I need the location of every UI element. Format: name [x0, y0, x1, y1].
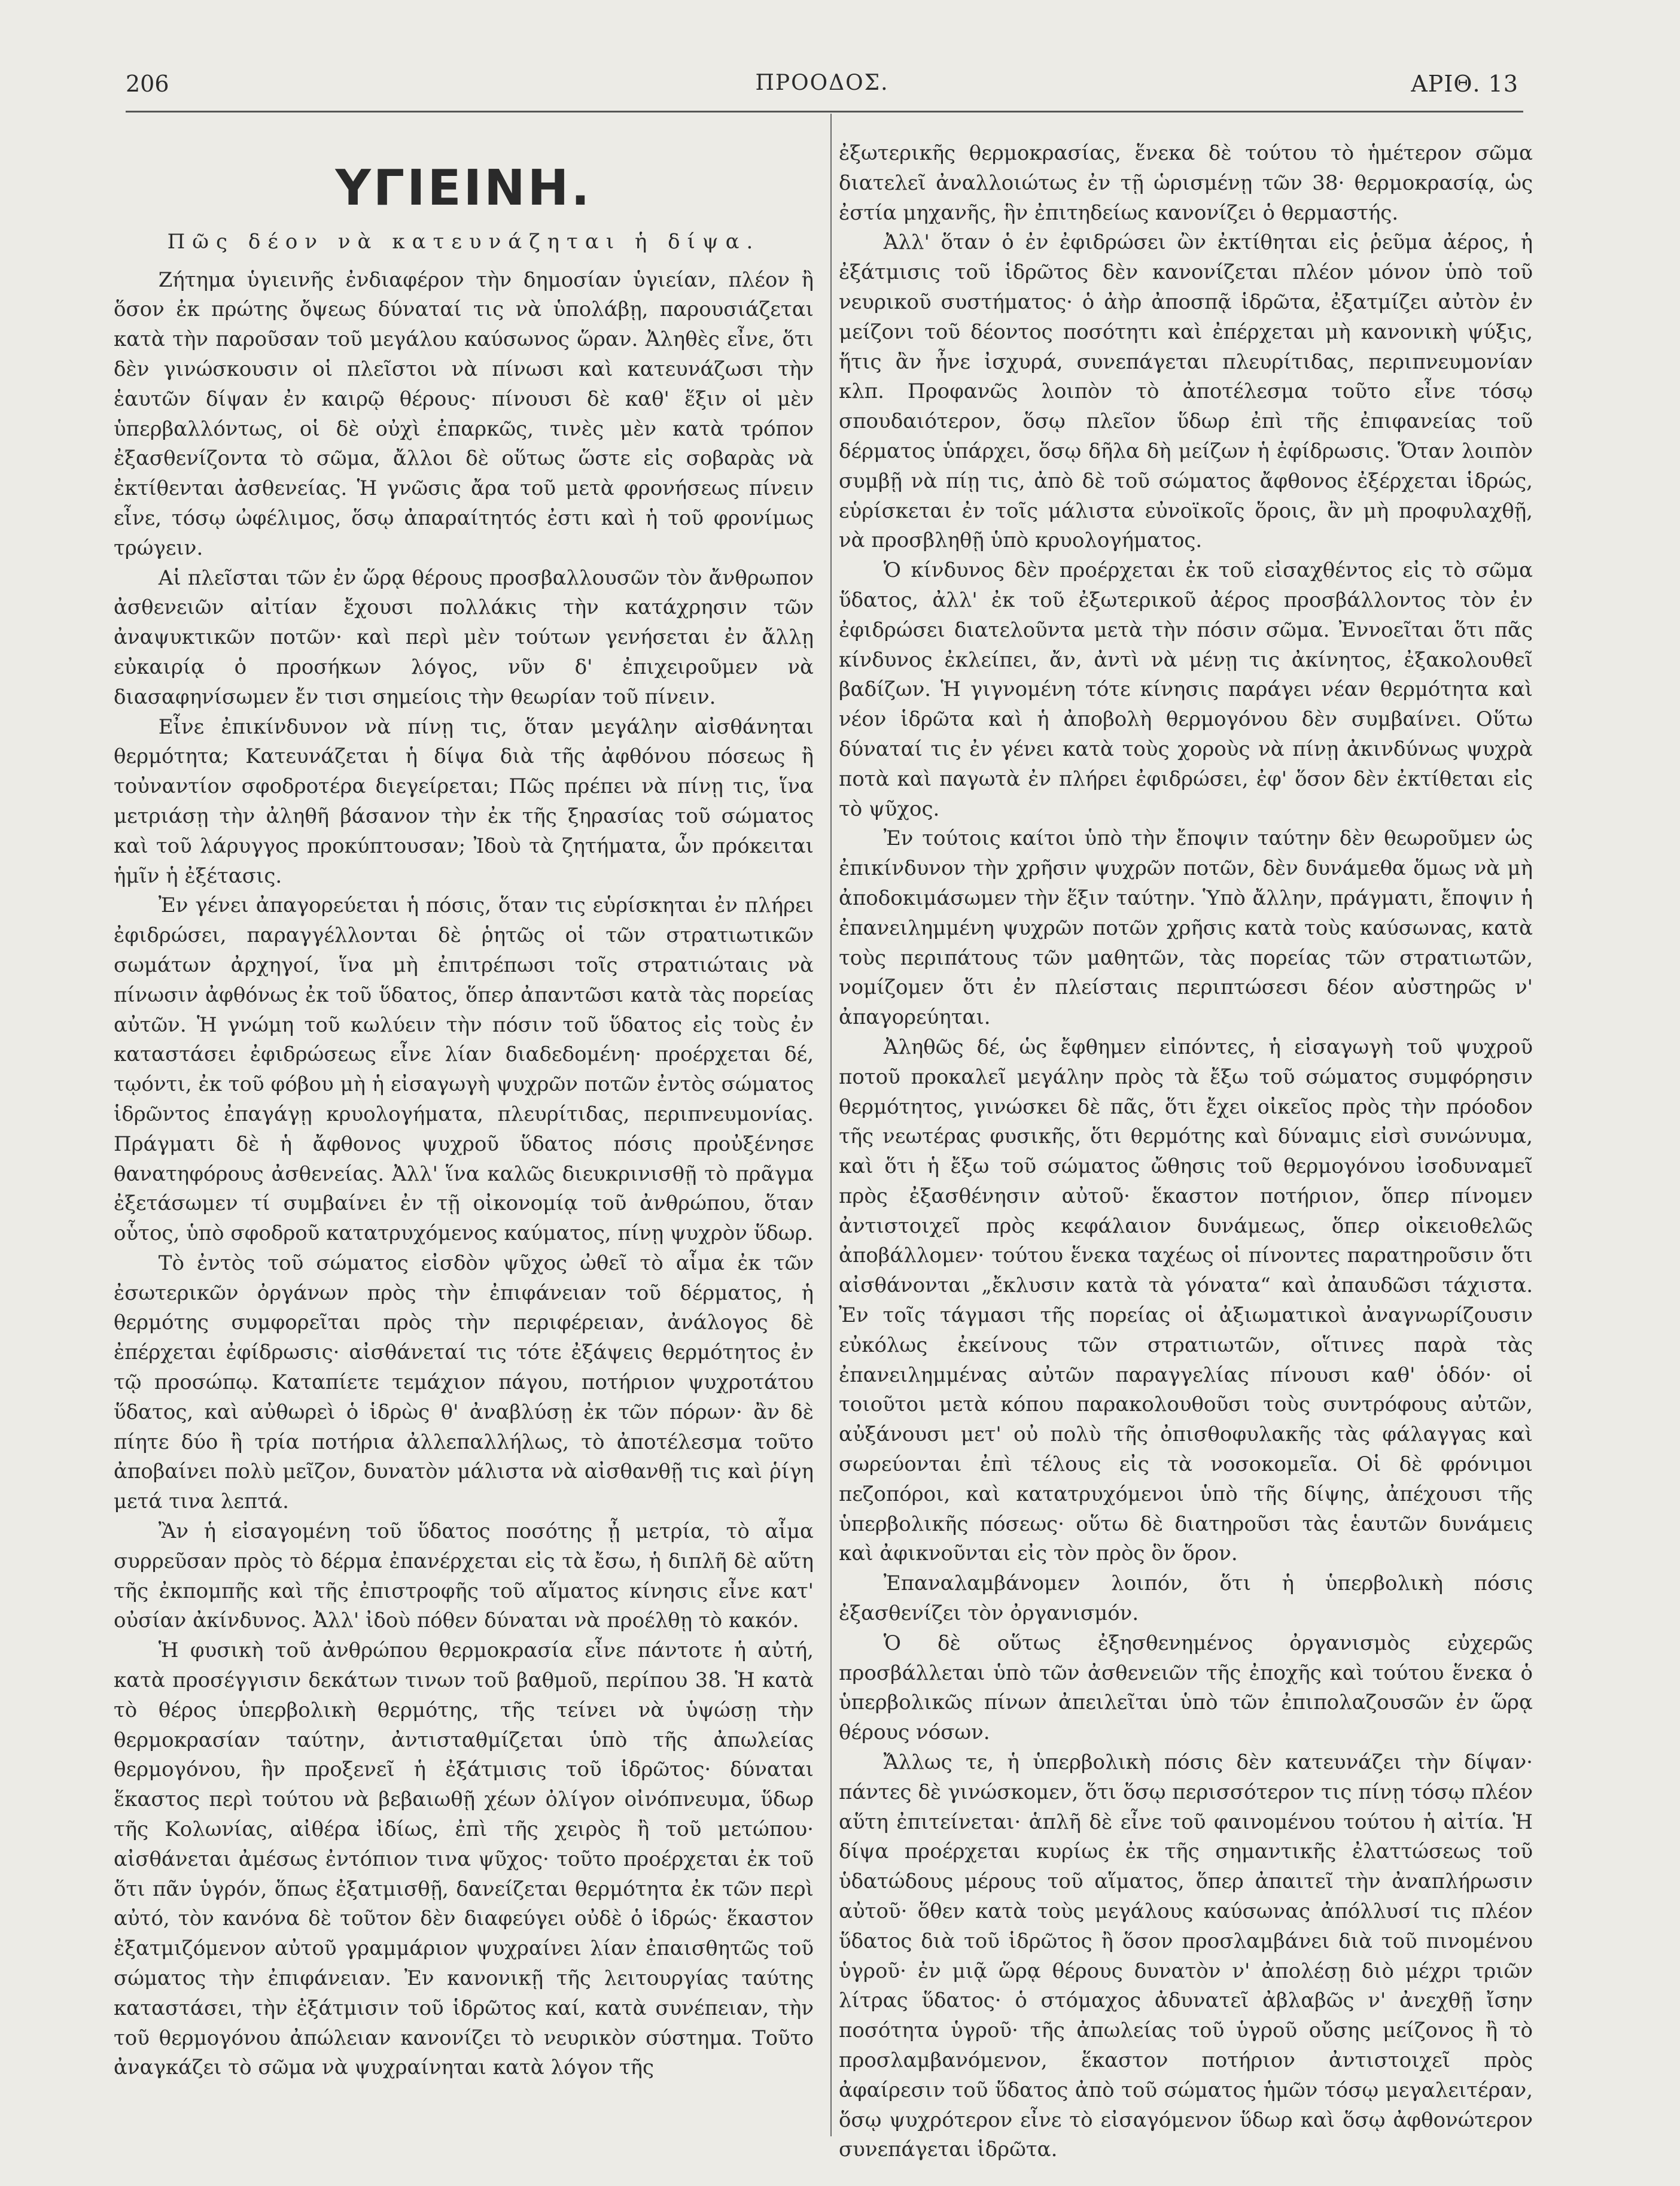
- paragraph-continued: ἐξωτερικῆς θερμοκρασίας, ἕνεκα δὲ τούτου τὸ ἡμέτερον σῶμα διατελεῖ ἀναλλοιώτως ἐν τῇ ὡρισμένῃ τῶν 38· θερμοκρασίᾳ, ὡς ἐστία μηχανῆς, ἣν ἐπιτηδείως κανονίζει ὁ θερμαστής.: [839, 141, 1533, 225]
- paragraph: Ἀλλ' ὅταν ὁ ἐν ἐφιδρώσει ὢν ἐκτίθηται εἰς ῥεῦμα ἀέρος, ἡ ἐξάτμισις τοῦ ἱδρῶτος δὲν κανονίζεται πλέον μόνον ὑπὸ τοῦ νευρικοῦ συστήματος· ὁ ἀὴρ ἀποσπᾷ ἱδρῶτα, ἐξατμίζει αὐτὸν ἐν μείζονι τοῦ δέοντος ποσότητι καὶ ἐπέρχεται μὴ κανονικὴ ψύξις, ἥτις ἂν ἦνε ἰσχυρά, συνεπάγεται πλευρίτιδας, περιπνευμονίαν κλπ. Προφανῶς λοιπὸν τὸ ἀποτέλεσμα τοῦτο εἶνε τόσῳ σπουδαιότερον, ὅσῳ πλεῖον ὕδωρ ἐπὶ τῆς ἐπιφανείας τοῦ δέρματος ὑπάρχει, ὅσῳ δῆλα δὴ μείζων ἡ ἐφίδρωσις. Ὅταν λοιπὸν συμβῇ νὰ πίῃ τις, ἀπὸ δὲ τοῦ σώματος ἄφθονος ἐξέρχεται ἱδρώς, εὑρίσκεται ἐν τοῖς μάλιστα εὐνοϊκοῖς ὅροις, ἂν μὴ προφυλαχθῇ, νὰ προσβληθῇ ὑπὸ κρυολογήματος.: [839, 230, 1533, 553]
- page-number: 206: [126, 71, 169, 97]
- paragraph: Ἀληθῶς δέ, ὡς ἔφθημεν εἰπόντες, ἡ εἰσαγωγὴ τοῦ ψυχροῦ ποτοῦ προκαλεῖ μεγάλην πρὸς τὰ ἔξω τοῦ σώματος συμφόρησιν θερμότητος, γινώσκει δὲ πᾶς, ὅτι ἔχει οἰκεῖος πρὸς τὴν πρόοδον τῆς νεωτέρας φυσικῆς, ὅτι θερμότης καὶ δύναμις εἰσὶ συνώνυμα, καὶ ὅτι ἡ ἔξω τοῦ σώματος ὤθησις τοῦ θερμογόνου ἰσοδυναμεῖ πρὸς ἐξασθένησιν αὐτοῦ· ἕκαστον ποτήριον, ὅπερ πίνομεν ἀντιστοιχεῖ πρὸς κεφάλαιον δυνάμεως, ὅπερ οἰκειοθελῶς ἀποβάλλομεν· τούτου ἕνεκα ταχέως οἱ πίνοντες παρατηροῦσιν ὅτι αἰσθάνονται „ἔκλυσιν κατὰ τὰ γόνατα“ καὶ ἀπαυδῶσι τάχιστα. Ἐν τοῖς τάγμασι τῆς πορείας οἱ ἀξιωματικοὶ ἀναγνωρίζουσιν εὐκόλως ἐκείνους τῶν στρατιωτῶν, οἵτινες παρὰ τὰς ἐπανειλημμένας αὐτῶν παραγγελίας πίνουσι καθ' ὁδόν· οἱ τοιοῦτοι μετὰ κόπου παρακολουθοῦσι τοὺς συντρόφους αὐτῶν, αὐξάνουσι μετ' οὐ πολὺ τῆς ὀπισθοφυλακῆς τὰς φάλαγγας καὶ σωρεύονται ἐπὶ τέλους εἰς τὰ νοσοκομεῖα. Οἱ δὲ φρόνιμοι πεζοπόροι, καὶ κατατρυχόμενοι ὑπὸ τῆς δίψης, ἀπέχουσι τῆς ὑπερβολικῆς πόσεως· οὕτω δὲ διατηροῦσι τὰς ἑαυτῶν δυνάμεις καὶ ἀφικνοῦνται εἰς τὸν πρὸς ὃν ὅρον.: [839, 1035, 1533, 1566]
- issue-number: ΑΡΙΘ. 13: [1411, 71, 1518, 97]
- paragraph: Ἄλλως τε, ἡ ὑπερβολικὴ πόσις δὲν κατευνάζει τὴν δίψαν· πάντες δὲ γινώσκομεν, ὅτι ὅσῳ περισσότερον τις πίνῃ τόσῳ πλέον αὕτη ἐπιτείνεται· ἁπλῆ δὲ εἶνε τοῦ φαινομένου τούτου ἡ αἰτία. Ἡ δίψα προέρχεται κυρίως ἐκ τῆς σημαντικῆς ἐλαττώσεως τοῦ ὑδατώδους μέρους τοῦ αἵματος, ὅπερ ἀπαιτεῖ τὴν ἀναπλήρωσιν αὐτοῦ· ὅθεν κατὰ τοὺς μεγάλους καύσωνας ἀπόλλυσί τις πλέον ὕδατος διὰ τοῦ ἱδρῶτος ἢ ὅσον προσλαμβάνει διὰ τοῦ πινομένου ὑγροῦ· ἐν μιᾷ ὥρᾳ θέρους δυνατὸν ν' ἀπολέσῃ διὸ μέχρι τριῶν λίτρας ὕδατος· ὁ στόμαχος ἀδυνατεῖ ἀβλαβῶς ν' ἀνεχθῇ ἴσην ποσότητα ὑγροῦ· τῆς ἀπωλείας τοῦ ὑγροῦ οὔσης μείζονος ἢ τὸ προσλαμβανόμενον, ἕκαστον ποτήριον ἀντιστοιχεῖ πρὸς ἀφαίρεσιν τοῦ ὕδατος ἀπὸ τοῦ σώματος ἡμῶν τόσῳ μεγαλειτέραν, ὅσῳ ψυχρότερον εἶνε τὸ εἰσαγόμενον ὕδωρ καὶ ὅσῳ ἀφθονώτερον συνεπάγεται ἱδρῶτα.: [839, 1750, 1533, 2162]
- header-rule: [126, 111, 1523, 113]
- right-column: [839, 139, 1533, 2165]
- journal-title: ΠΡΟΟΔΟΣ.: [755, 71, 889, 95]
- paragraph: Ὁ κίνδυνος δὲν προέρχεται ἐκ τοῦ εἰσαχθέντος εἰς τὸ σῶμα ὕδατος, ἀλλ' ἐκ τοῦ ἐξωτερικοῦ ἀέρος προσβάλλοντος τὸν ἐν ἐφιδρώσει διατελοῦντα μετὰ τὴν πόσιν σῶμα. Ἐννοεῖται ὅτι πᾶς κίνδυνος ἐκλείπει, ἄν, ἀντὶ νὰ μένῃ τις ἀκίνητος, ἐξακολουθεῖ βαδίζων. Ἡ γιγνομένη τότε κίνησις παράγει νέαν θερμότητα καὶ νέον ἱδρῶτα καὶ ἡ ἀποβολὴ θερμογόνου δὲν συμβαίνει. Οὕτω δύναταί τις ἐν γένει κατὰ τοὺς χοροὺς νὰ πίνῃ ἀκινδύνως ψυχρὰ ποτὰ καὶ παγωτὰ ἐν πλήρει ἐφιδρώσει, ἐφ' ὅσον δὲν ἐκτίθεται εἰς τὸ ψῦχος.: [839, 558, 1533, 821]
- paragraph: Ἂν ἡ εἰσαγομένη τοῦ ὕδατος ποσότης ᾖ μετρία, τὸ αἷμα συρρεῦσαν πρὸς τὸ δέρμα ἐπανέρχεται εἰς τὰ ἔσω, ἡ διπλῆ δὲ αὕτη τῆς ἐκπομπῆς καὶ τῆς ἐπιστροφῆς τοῦ αἵματος κίνησις εἶνε κατ' οὐσίαν ἀκίνδυνος. Ἀλλ' ἰδοὺ πόθεν δύναται νὰ προέλθῃ τὸ κακόν.: [114, 1519, 814, 1633]
- paragraph: Ἐπαναλαμβάνομεν λοιπόν, ὅτι ἡ ὑπερβολικὴ πόσις ἐξασθενίζει τὸν ὀργανισμόν.: [839, 1571, 1533, 1626]
- paragraph: Ὁ δὲ οὕτως ἐξησθενημένος ὀργανισμὸς εὐχερῶς προσβάλλεται ὑπὸ τῶν ἀσθενειῶν τῆς ἐποχῆς καὶ τούτου ἕνεκα ὁ ὑπερβολικῶς πίνων ἀπειλεῖται ὑπὸ τῶν ἐπιπολαζουσῶν ἐν ὥρᾳ θέρους νόσων.: [839, 1631, 1533, 1745]
- paragraph: Ἐν τούτοις καίτοι ὑπὸ τὴν ἔποψιν ταύτην δὲν θεωροῦμεν ὡς ἐπικίνδυνον τὴν χρῆσιν ψυχρῶν ποτῶν, δὲν δυνάμεθα ὅμως νὰ μὴ ἀποδοκιμάσωμεν τὴν ἕξιν ταύτην. Ὑπὸ ἄλλην, πράγματι, ἔποψιν ἡ ἐπανειλημμένη ψυχρῶν ποτῶν χρῆσις κατὰ τοὺς καύσωνας, κατὰ τοὺς περιπάτους τῶν μαθητῶν, τὰς πορείας τῶν στρατιωτῶν, νομίζομεν ὅτι ἐν πλείσταις περιπτώσεσι δέον αὐστηρῶς ν' ἀπαγορεύηται.: [839, 826, 1533, 1030]
- paragraph: Ἡ φυσικὴ τοῦ ἀνθρώπου θερμοκρασία εἶνε πάντοτε ἡ αὐτή, κατὰ προσέγγισιν δεκάτων τινων τοῦ βαθμοῦ, περίπου 38. Ἡ κατὰ τὸ θέρος ὑπερβολικὴ θερμότης, τῆς τείνει νὰ ὑψώσῃ τὴν θερμοκρασίαν ταύτην, ἀντισταθμίζεται ὑπὸ τῆς ἀπωλείας θερμογόνου, ἣν προξενεῖ ἡ ἐξάτμισις τοῦ ἱδρῶτος· δύναται ἕκαστος περὶ τούτου νὰ βεβαιωθῇ χέων ὀλίγον οἰνόπνευμα, ὕδωρ τῆς Κολωνίας, αἰθέρα ἰδίως, ἐπὶ τῆς χειρὸς ἢ τοῦ μετώπου· αἰσθάνεται ἀμέσως ἐντόπιον τινα ψῦχος· τοῦτο προέρχεται ἐκ τοῦ ὅτι πᾶν ὑγρόν, ὅπως ἐξατμισθῇ, δανείζεται θερμότητα ἐκ τῶν περὶ αὐτό, τὸν κανόνα δὲ τοῦτον δὲν διαφεύγει οὐδὲ ὁ ἱδρώς· ἕκαστον ἐξατμιζόμενον αὐτοῦ γραμμάριον ψυχραίνει λίαν ἐπαισθητῶς τοῦ σώματος τὴν ἐπιφάνειαν. Ἐν κανονικῇ τῆς λειτουργίας ταύτης καταστάσει, τὴν ἐξάτμισιν τοῦ ἱδρῶτος καί, κατὰ συνέπειαν, τὴν τοῦ θερμογόνου ἀπώλειαν κανονίζει τὸ νευρικὸν σύστημα. Τοῦτο ἀναγκάζει τὸ σῶμα νὰ ψυχραίνηται κατὰ λόγον τῆς: [114, 1638, 814, 2080]
- running-header: [126, 71, 1518, 107]
- article-subtitle: Πῶς δέον νὰ κατευνάζηται ἡ δίψα.: [167, 229, 760, 254]
- article-title: ΥΓΙΕΙΝΗ.: [335, 160, 592, 217]
- paragraph: Τὸ ἐντὸς τοῦ σώματος εἰσδὸν ψῦχος ὠθεῖ τὸ αἷμα ἐκ τῶν ἐσωτερικῶν ὀργάνων πρὸς τὴν ἐπιφάνειαν τοῦ δέρματος, ἡ θερμότης συμφορεῖται πρὸς τὴν περιφέρειαν, ἀνάλογος δὲ ἐπέρχεται ἐφίδρωσις· αἰσθάνεταί τις τότε ἐξάψεις θερμότητος ἐν τῷ προσώπῳ. Καταπίετε τεμάχιον πάγου, ποτήριον ψυχροτάτου ὕδατος, καὶ αὐθωρεὶ ὁ ἱδρὼς θ' ἀναβλύσῃ ἐκ τῶν πόρων· ἂν δὲ πίητε δύο ἢ τρία ποτήρια ἀλλεπαλλήλως, τὸ ἀποτέλεσμα τοῦτο ἀποβαίνει πολὺ μεῖζον, δυνατὸν μάλιστα νὰ αἰσθανθῇ τις καὶ ῥίγη μετά τινα λεπτά.: [114, 1251, 814, 1514]
- left-column: [114, 120, 814, 2083]
- paragraph: Ζήτημα ὑγιεινῆς ἐνδιαφέρον τὴν δημοσίαν ὑγιείαν, πλέον ἢ ὅσον ἐκ πρώτης ὄψεως δύναταί τις νὰ ὑπολάβῃ, παρουσιάζεται κατὰ τὴν παροῦσαν τοῦ μεγάλου καύσωνος ὥραν. Ἀληθὲς εἶνε, ὅτι δὲν γινώσκουσιν οἱ πλεῖστοι νὰ πίνωσι καὶ κατευνάζωσι τὴν ἑαυτῶν δίψαν ἐν καιρῷ θέρους· πίνουσι δὲ καθ' ἕξιν οἱ μὲν ὑπερβαλλόντως, οἱ δὲ οὐχὶ ἐπαρκῶς, τινὲς μὲν κατὰ τρόπον ἐξασθενίζοντα τὸ σῶμα, ἄλλοι δὲ οὕτως ὥστε εἰς σοβαρὰς νὰ ἐκτίθενται ἀσθενείας. Ἡ γνῶσις ἄρα τοῦ μετὰ φρονήσεως πίνειν εἶνε, τόσῳ ὠφέλιμος, ὅσῳ ἀπαραίτητός ἐστι καὶ ἡ τοῦ φρονίμως τρώγειν.: [114, 267, 814, 560]
- column-divider: [830, 114, 832, 2136]
- paragraph: Εἶνε ἐπικίνδυνον νὰ πίνῃ τις, ὅταν μεγάλην αἰσθάνηται θερμότητα; Κατευνάζεται ἡ δίψα διὰ τῆς ἀφθόνου πόσεως ἢ τοὐναντίον σφοδροτέρα διεγείρεται; Πῶς πρέπει νὰ πίνῃ τις, ἵνα μετριάσῃ τὴν ἀληθῆ βάσανον τὴν ἐκ τῆς ξηρασίας τοῦ σώματος καὶ τοῦ λάρυγγος προκύπτουσαν; Ἰδοὺ τὰ ζητήματα, ὧν πρόκειται ἡμῖν ἡ ἐξέτασις.: [114, 715, 814, 888]
- paragraph: Ἐν γένει ἀπαγορεύεται ἡ πόσις, ὅταν τις εὑρίσκηται ἐν πλήρει ἐφιδρώσει, παραγγέλλονται δὲ ῥητῶς οἱ τῶν στρατιωτικῶν σωμάτων ἀρχηγοί, ἵνα μὴ ἐπιτρέπωσι τοῖς στρατιώταις νὰ πίνωσιν ἀφθόνως ἐκ τοῦ ὕδατος, ὅπερ ἀπαντῶσι κατὰ τὰς πορείας αὐτῶν. Ἡ γνώμη τοῦ κωλύειν τὴν πόσιν τοῦ ὕδατος εἰς τοὺς ἐν καταστάσει ἐφιδρώσεως εἶνε λίαν διαδεδομένη· προέρχεται δέ, τῳόντι, ἐκ τοῦ φόβου μὴ ἡ εἰσαγωγὴ ψυχρῶν ποτῶν ἐντὸς σώματος ἱδρῶντος ἐπαγάγῃ κρυολογήματα, πλευρίτιδας, περιπνευμονίας. Πράγματι δὲ ἡ ἄφθονος ψυχροῦ ὕδατος πόσις προὐξένησε θανατηφόρους ἀσθενείας. Ἀλλ' ἵνα καλῶς διευκρινισθῇ τὸ πρᾶγμα ἐξετάσωμεν τί συμβαίνει ἐν τῇ οἰκονομίᾳ τοῦ ἀνθρώπου, ὅταν οὗτος, ὑπὸ σφοδροῦ κατατρυχόμενος καύματος, πίνῃ ψυχρὸν ὕδωρ.: [114, 893, 814, 1246]
- paragraph: Αἱ πλεῖσται τῶν ἐν ὥρᾳ θέρους προσβαλλουσῶν τὸν ἄνθρωπον ἀσθενειῶν αἰτίαν ἔχουσι πολλάκις τὴν κατάχρησιν τῶν ἀναψυκτικῶν ποτῶν· καὶ περὶ μὲν τούτων γενήσεται ἐν ἄλλῃ εὐκαιρίᾳ ὁ προσήκων λόγος, νῦν δ' ἐπιχειροῦμεν νὰ διασαφηνίσωμεν ἔν τισι σημείοις τὴν θεωρίαν τοῦ πίνειν.: [114, 565, 814, 709]
